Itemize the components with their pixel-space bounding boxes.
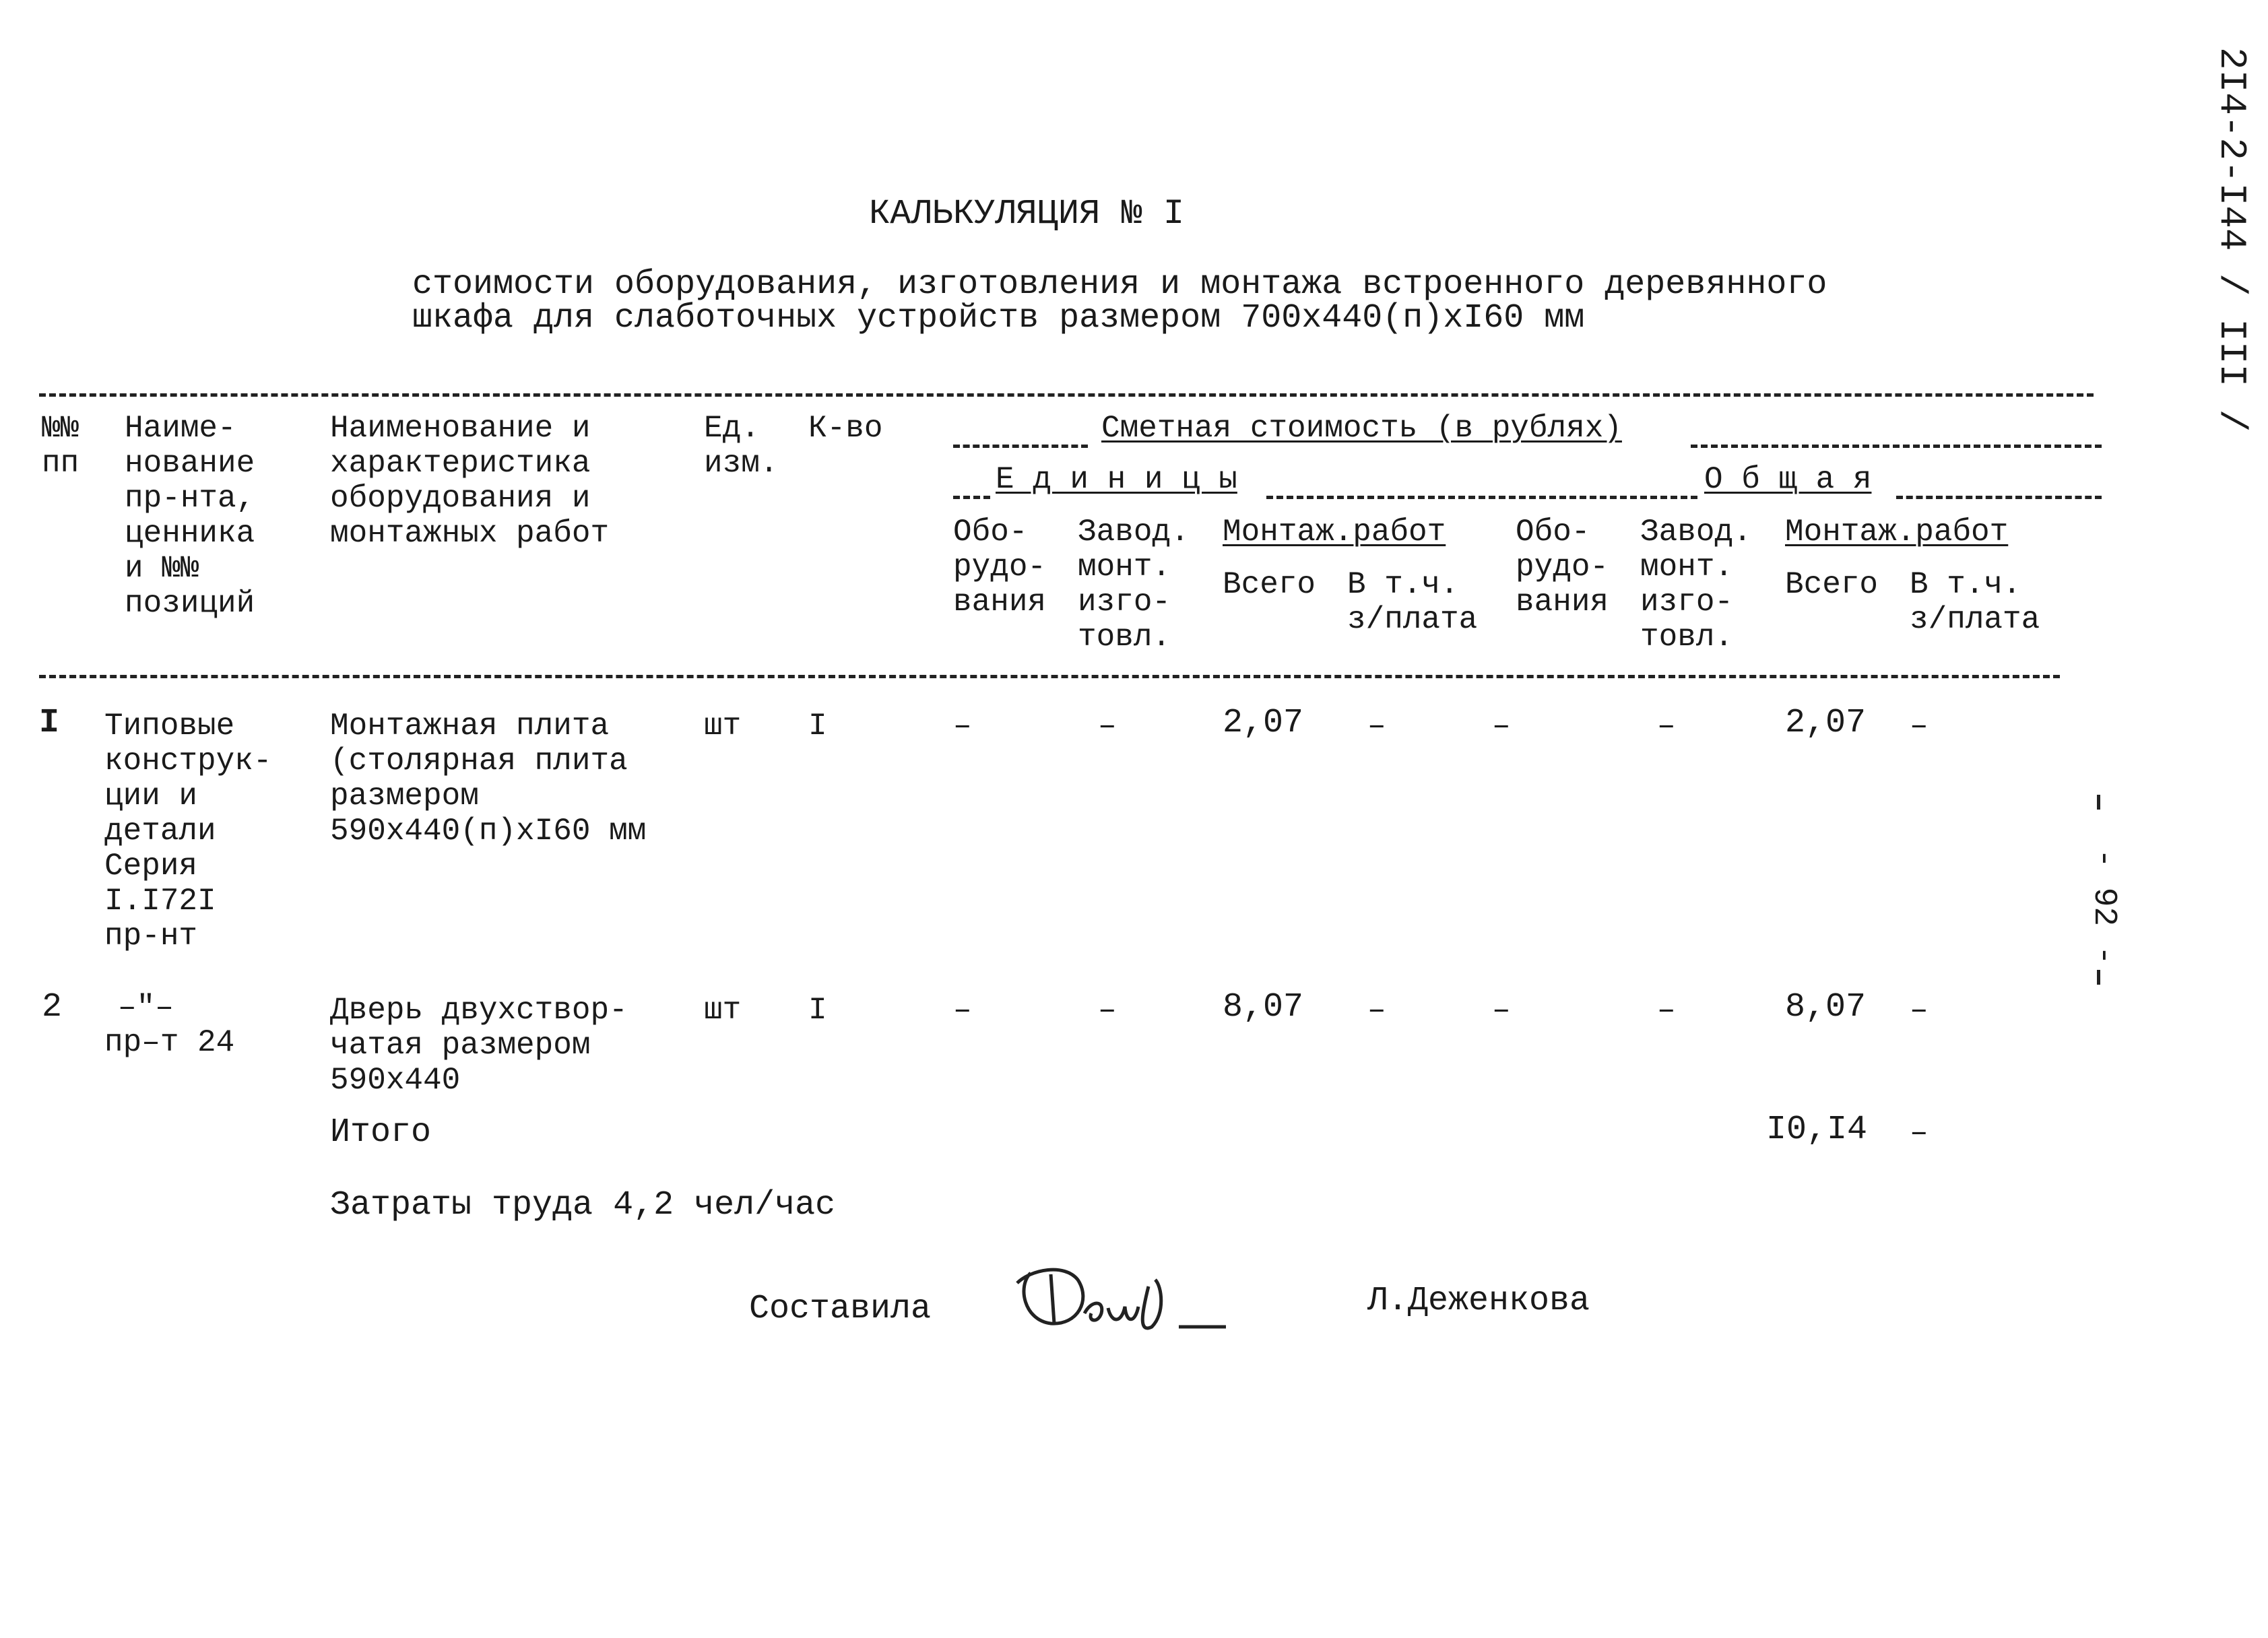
total-rule-right xyxy=(1896,496,2102,499)
header-unit-2: изм. xyxy=(704,446,779,481)
header-desc-4: монтажных работ xyxy=(330,516,610,551)
header-t-incl-2: з/плата xyxy=(1910,602,2040,637)
row1-t-factory: – xyxy=(1657,709,1676,744)
table-top-rule xyxy=(39,393,2094,397)
row2-desc-2: чатая размером xyxy=(330,1028,591,1063)
header-name-3: пр-нта, xyxy=(125,481,255,516)
row1-name-1: Типовые xyxy=(104,709,235,744)
header-cost: Сметная стоимость (в рублях) xyxy=(1101,411,1622,446)
header-u-incl-1: В т.ч. xyxy=(1347,567,1459,602)
header-u-equip-3: вания xyxy=(953,585,1047,620)
row1-u-factory: – xyxy=(1098,709,1117,744)
row1-u-wage: – xyxy=(1367,709,1386,744)
header-total-group: О б щ а я xyxy=(1704,462,1872,497)
row1-desc-3: размером xyxy=(330,779,479,814)
row1-name-3: ции и xyxy=(104,779,198,814)
row1-name-4: детали xyxy=(104,814,216,849)
header-name-6: позиций xyxy=(125,586,255,621)
cost-rule-right xyxy=(1691,445,2102,448)
header-t-all: Всего xyxy=(1785,567,1879,602)
signature xyxy=(1004,1259,1246,1347)
row2-desc-1: Дверь двухствор- xyxy=(330,993,628,1028)
unit-rule-right xyxy=(1266,496,1697,499)
row2-desc-3: 590х440 xyxy=(330,1063,461,1098)
row1-desc-1: Монтажная плита xyxy=(330,709,610,744)
header-t-factory-3: изго- xyxy=(1640,585,1734,620)
header-u-equip-1: Обо- xyxy=(953,515,1028,550)
header-t-equip-1: Обо- xyxy=(1516,515,1590,550)
row2-t-wage: – xyxy=(1910,993,1929,1028)
document-code: 2I4-2-I44 / III / xyxy=(2210,47,2253,432)
page-number: - 92 - xyxy=(2085,849,2122,965)
row1-name-6: I.I72I xyxy=(104,884,216,919)
row1-u-total: 2,07 xyxy=(1223,704,1304,742)
row1-desc-2: (столярная плита xyxy=(330,744,628,779)
header-t-factory-4: товл. xyxy=(1640,620,1734,655)
header-u-factory-1: Завод. xyxy=(1078,515,1190,550)
subtitle-line-1: стоимости оборудования, изготовления и монтажа встроенного деревянного xyxy=(412,265,1827,304)
header-num-1: №№ xyxy=(42,411,79,446)
total-value: I0,I4 xyxy=(1766,1111,1868,1149)
unit-rule-left xyxy=(953,496,990,499)
row1-u-equip: – xyxy=(953,709,972,744)
subtitle-line-2: шкафа для слаботочных устройств размером 700х440(п)хI60 мм xyxy=(412,299,1585,337)
header-t-equip-3: вания xyxy=(1516,585,1609,620)
page-mark-top xyxy=(2097,795,2100,810)
header-u-factory-4: товл. xyxy=(1078,620,1171,655)
header-desc-3: оборудования и xyxy=(330,481,591,516)
cost-rule-left xyxy=(953,445,1088,448)
row1-unit: шт xyxy=(704,709,742,744)
row1-name-7: пр-нт xyxy=(104,919,198,954)
header-t-equip-2: рудо- xyxy=(1516,550,1609,585)
header-u-equip-2: рудо- xyxy=(953,550,1047,585)
compiler-name: Л.Деженкова xyxy=(1367,1282,1590,1320)
row1-t-equip: – xyxy=(1492,709,1511,744)
row1-t-total: 2,07 xyxy=(1785,704,1867,742)
row2-t-total: 8,07 xyxy=(1785,988,1867,1026)
header-name-5: и №№ xyxy=(125,551,199,586)
header-bottom-rule xyxy=(39,675,2060,678)
header-name-2: нование xyxy=(125,446,255,481)
header-unit-group: Е д и н и ц ы xyxy=(996,462,1237,497)
document-title: КАЛЬКУЛЯЦИЯ № I xyxy=(869,194,1185,234)
header-desc-2: характеристика xyxy=(330,446,591,481)
compiled-label: Составила xyxy=(749,1290,932,1328)
row1-name-2: конструк- xyxy=(104,744,272,779)
header-u-all: Всего xyxy=(1223,567,1316,602)
header-u-mount: Монтаж.работ xyxy=(1223,515,1446,550)
header-t-factory-1: Завод. xyxy=(1640,515,1752,550)
header-qty: К-во xyxy=(808,411,883,446)
row2-t-factory: – xyxy=(1657,993,1676,1028)
header-desc-1: Наименование и xyxy=(330,411,591,446)
row2-name-1: –"– xyxy=(118,990,174,1025)
row1-qty: I xyxy=(808,709,827,744)
row1-num: I xyxy=(39,704,60,742)
header-t-incl-1: В т.ч. xyxy=(1910,567,2021,602)
header-name-1: Наиме- xyxy=(125,411,236,446)
total-label: Итого xyxy=(330,1113,432,1152)
header-unit-1: Ед. xyxy=(704,411,760,446)
header-u-factory-3: изго- xyxy=(1078,585,1171,620)
row1-t-wage: – xyxy=(1910,709,1929,744)
row2-name-2: пр–т 24 xyxy=(104,1025,235,1060)
header-name-4: ценника xyxy=(125,516,255,551)
header-t-mount: Монтаж.работ xyxy=(1785,515,2009,550)
header-num-2: пп xyxy=(42,446,79,481)
header-u-incl-2: з/плата xyxy=(1347,602,1478,637)
row2-t-equip: – xyxy=(1492,993,1511,1028)
header-t-factory-2: монт. xyxy=(1640,550,1734,585)
header-u-factory-2: монт. xyxy=(1078,550,1171,585)
page-mark-bottom xyxy=(2097,970,2100,985)
row1-desc-4: 590х440(п)хI60 мм xyxy=(330,814,647,849)
row2-qty: I xyxy=(808,993,827,1028)
row2-u-factory: – xyxy=(1098,993,1117,1028)
row2-u-wage: – xyxy=(1367,993,1386,1028)
row2-unit: шт xyxy=(704,993,742,1028)
row1-name-5: Серия xyxy=(104,849,198,884)
row2-num: 2 xyxy=(42,988,63,1026)
row2-u-total: 8,07 xyxy=(1223,988,1304,1026)
row2-u-equip: – xyxy=(953,993,972,1028)
labor-costs: Затраты труда 4,2 чел/час xyxy=(330,1186,836,1224)
total-wage: – xyxy=(1910,1115,1929,1150)
